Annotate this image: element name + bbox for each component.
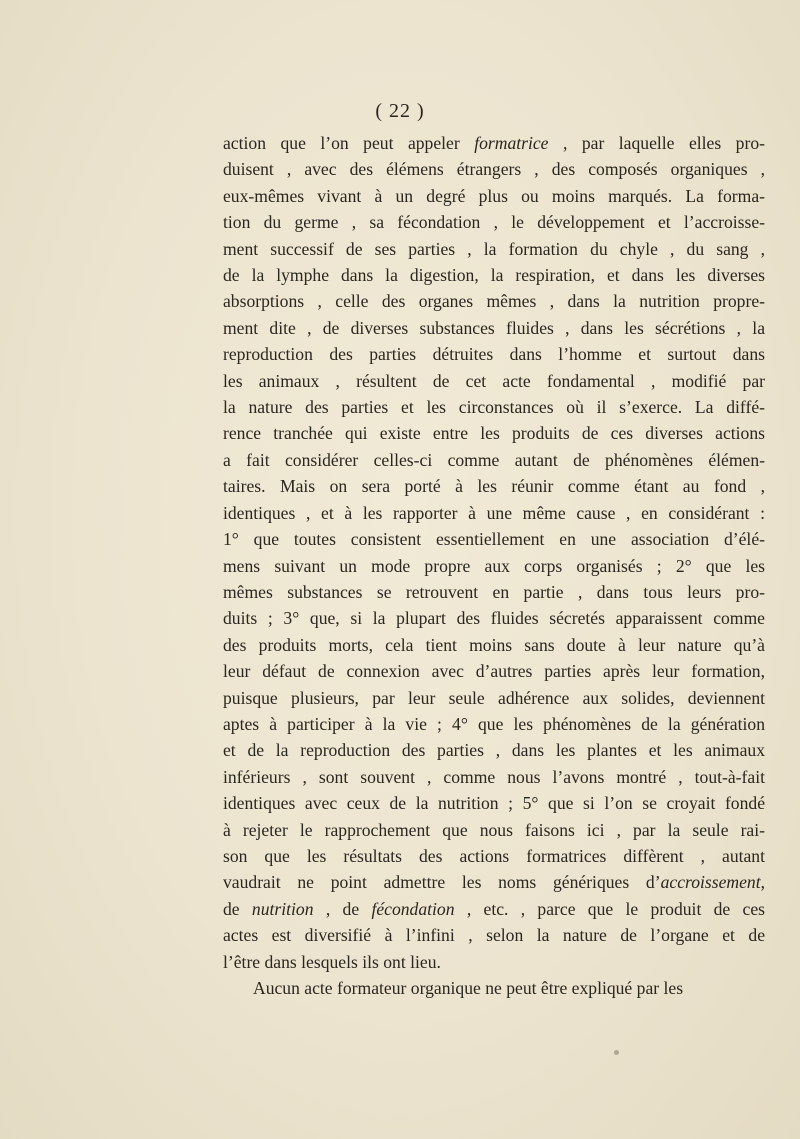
text-line <box>223 420 765 446</box>
text-run: ment dite , de diverses substances fluides , dans les sécrétions , la <box>223 317 765 338</box>
ink-speck <box>614 1050 619 1055</box>
text-line <box>223 790 765 816</box>
text-line <box>223 526 765 552</box>
text-line <box>223 922 765 948</box>
text-line <box>223 869 765 895</box>
text-run: , de <box>313 898 372 919</box>
text-line <box>223 685 765 711</box>
text-line <box>223 394 765 420</box>
text-line <box>223 130 765 156</box>
text-run: et de la reproduction des parties , dans les plantes et les animaux <box>223 740 765 761</box>
text-line <box>223 447 765 473</box>
text-line <box>223 368 765 394</box>
text-run: ment successif de ses parties , la formation du chyle , du sang , <box>223 238 765 259</box>
text-run: absorptions , celle des organes mêmes , dans la nutrition propre- <box>223 291 765 312</box>
text-line <box>223 764 765 790</box>
text-run: des produits morts, cela tient moins sans doute à leur nature qu’à <box>223 634 765 655</box>
text-line <box>223 341 765 367</box>
italic-term: accroissement <box>660 872 761 893</box>
text-run: eux-mêmes vivant à un degré plus ou moins marqués. La forma- <box>223 185 765 206</box>
text-line <box>223 817 765 843</box>
text-run: tion du germe , sa fécondation , le développement et l’accroisse- <box>223 212 765 233</box>
text-line <box>223 579 765 605</box>
italic-term: fécondation <box>371 898 455 919</box>
text-run: identiques avec ceux de la nutrition ; 5° que si l’on se croyait fondé <box>223 793 765 814</box>
text-run: de <box>223 898 252 919</box>
text-line <box>223 843 765 869</box>
text-line <box>223 949 765 975</box>
text-run: reproduction des parties détruites dans l’homme et surtout dans <box>223 344 765 365</box>
text-run: duisent , avec des élémens étrangers , des composés organiques , <box>223 159 765 180</box>
text-run: action que l’on peut appeler <box>223 133 475 153</box>
text-line <box>223 632 765 658</box>
text-line <box>223 156 765 182</box>
text-run: la nature des parties et les circonstances où il s’exerce. La diffé- <box>223 397 765 418</box>
body-text <box>223 130 765 1001</box>
text-line <box>223 737 765 763</box>
italic-term: nutrition <box>251 898 314 919</box>
text-line <box>223 500 765 526</box>
text-run: rence tranchée qui existe entre les produits de ces diverses actions <box>223 423 765 444</box>
text-line <box>223 288 765 314</box>
text-line <box>223 658 765 684</box>
text-run: a fait considérer celles-ci comme autant de phénomènes élémen- <box>223 449 765 470</box>
text-run: , par laquelle elles pro- <box>548 133 765 153</box>
text-run: l’être dans lesquels ils ont lieu. <box>223 951 441 972</box>
text-run: mens suivant un mode propre aux corps organisés ; 2° que les <box>223 555 765 576</box>
text-line <box>223 183 765 209</box>
text-run: de la lymphe dans la digestion, la respiration, et dans les diverses <box>223 265 765 286</box>
text-run: identiques , et à les rapporter à une même cause , en considérant : <box>223 502 765 523</box>
text-run: à rejeter le rapprochement que nous faisons ici , par la seule rai- <box>223 819 765 840</box>
text-run: duits ; 3° que, si la plupart des fluides sécretés apparaissent comme <box>223 608 765 629</box>
text-line <box>223 473 765 499</box>
text-line <box>223 711 765 737</box>
text-run: inférieurs , sont souvent , comme nous l’avons montré , tout-à-fait <box>223 766 765 787</box>
text-run: , <box>760 872 765 893</box>
text-run: son que les résultats des actions formatrices diffèrent , autant <box>223 845 765 866</box>
text-line <box>223 605 765 631</box>
text-run: actes est diversifié à l’infini , selon la nature de l’organe et de <box>223 925 765 946</box>
text-run: , etc. , parce que le produit de ces <box>454 898 765 919</box>
text-run: Aucun acte formateur organique ne peut être expliqué par les <box>253 978 684 998</box>
text-run: leur défaut de connexion avec d’autres parties après leur formation, <box>223 661 765 682</box>
italic-term: formatrice <box>474 133 549 153</box>
text-line <box>223 209 765 235</box>
text-line <box>223 975 765 1001</box>
text-line <box>223 553 765 579</box>
text-run: puisque plusieurs, par leur seule adhérence aux solides, deviennent <box>223 687 765 708</box>
text-line <box>223 315 765 341</box>
text-line <box>223 262 765 288</box>
text-run: taires. Mais on sera porté à les réunir comme étant au fond , <box>223 476 765 497</box>
text-line <box>223 236 765 262</box>
text-run: aptes à participer à la vie ; 4° que les phénomènes de la génération <box>223 713 765 734</box>
page-number: ( 22 ) <box>375 100 425 122</box>
text-run: 1° que toutes consistent essentiellement en une association d’élé- <box>223 529 765 550</box>
text-line <box>223 896 765 922</box>
text-run: vaudrait ne point admettre les noms génériques d’ <box>223 872 661 893</box>
text-run: les animaux , résultent de cet acte fondamental , modifié par <box>223 370 765 391</box>
text-run: mêmes substances se retrouvent en partie , dans tous leurs pro- <box>223 581 765 602</box>
